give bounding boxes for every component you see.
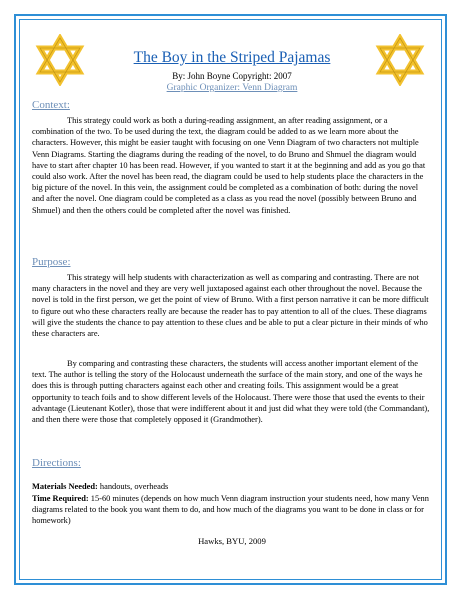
footer-credit: Hawks, BYU, 2009	[198, 536, 266, 546]
purpose-paragraph-1: This strategy will help students with characterization as well as comparing and contrasting. There are not many characters in the novel and they are very well juxtaposed against each other throughout the novel. Because the novel is told in the first person, we get the point of view of Bruno. With a first person narrative it can be more difficult to figure out who these characters really are because the reader has to pay attention to all of the clues. These diagrams will give the students the chance to pay attention to these clues and be able to put a clear picture in their minds of who these characters are.	[32, 273, 429, 339]
time-value: 15-60 minutes (depends on how much Venn diagram instruction your students need, how many Venn diagrams related to the book you want them to do, and how much of the diagrams you want to be done in class or for homework)	[32, 494, 429, 526]
directions-heading: Directions:	[32, 457, 81, 469]
purpose-paragraph-2: By comparing and contrasting these characters, the students will access another important element of the text. The author is telling the story of the Holocaust underneath the surface of the main story, and one of the ways he does this is through putting characters against each other and creating foils. This assignment would be a great opportunity to teach foils and to show different levels of the Holocaust. There were those that used the events to their advantage (Lieutenant Kotler), those that were indifferent about it and just did what they were told (the Commandant), and then there were those that completely opposed it (Grandmother).	[32, 359, 430, 425]
purpose-heading: Purpose:	[32, 256, 71, 268]
materials-value: handouts, overheads	[97, 482, 169, 491]
time-label: Time Required:	[32, 494, 89, 503]
context-paragraph: This strategy could work as both a during-reading assignment, an after reading assignment, or a combination of the two. To be used during the text, the diagram could be added to as we learn more about the characters. However, this might be easier taught with focusing on one Venn Diagram of two characters not multiple Venn Diagrams. Starting the diagrams during the reading of the novel, to do Bruno and Shmuel the diagram would have to start after chapter 10 has been read. However, if you wanted to start it at the beginning and add as you go that could also work. After the novel has been read, the diagram could be used to help students place the characters in the big picture of the novel. In this vein, the assignment could be completed as a combination of both: during the novel and after the novel. One diagram could be completed as a class as you read the novel (possibly between Bruno and Shmuel) and then the others could be completed after the novel was finished.	[32, 116, 426, 215]
materials-line	[32, 481, 432, 492]
document-title: The Boy in the Striped Pajamas	[133, 49, 331, 66]
context-heading: Context:	[32, 99, 70, 111]
materials-label: Materials Needed:	[32, 482, 98, 491]
time-line	[32, 493, 432, 527]
document-subtitle: Graphic Organizer: Venn Diagram	[166, 83, 298, 93]
author-byline: By: John Boyne Copyright: 2007	[172, 71, 292, 81]
